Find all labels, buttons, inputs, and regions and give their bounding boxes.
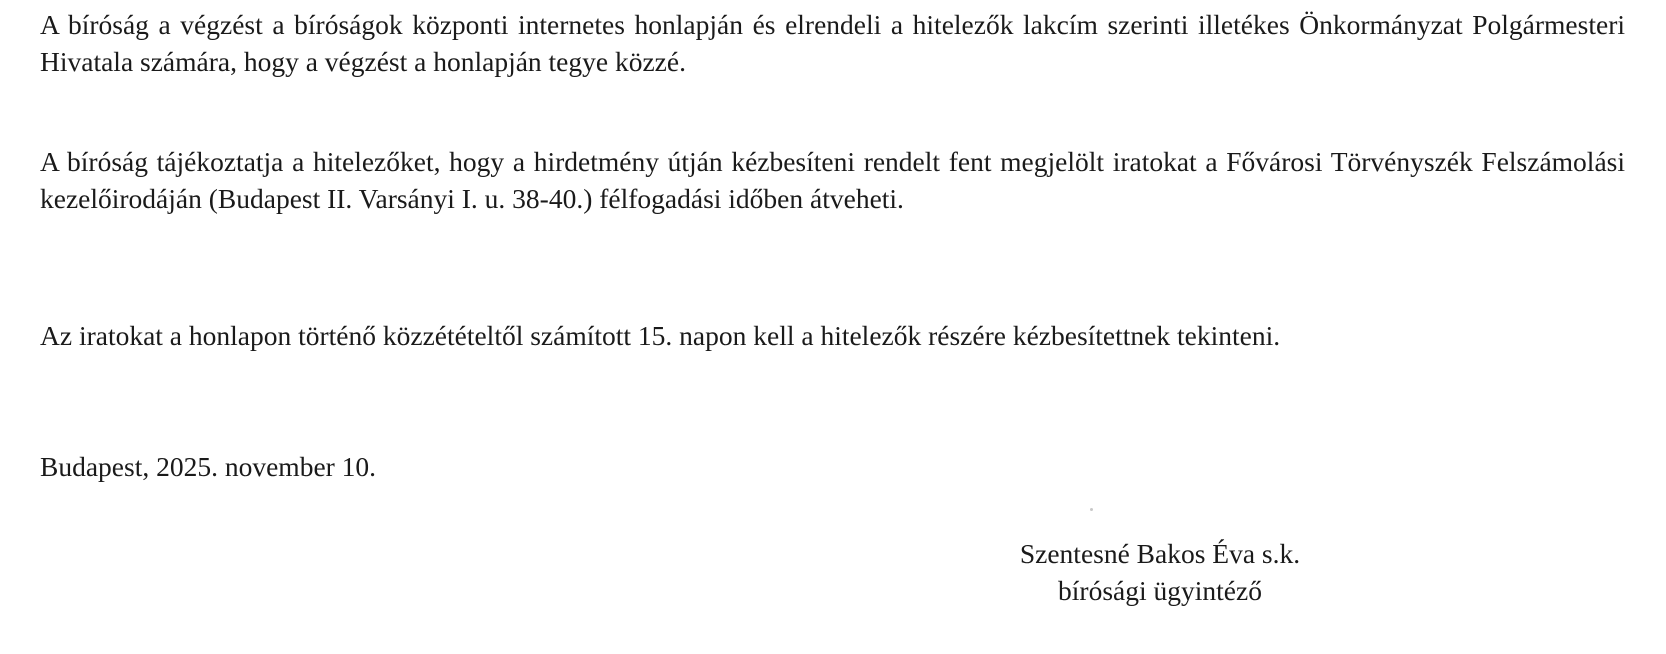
paragraph-publication-order: A bíróság a végzést a bíróságok központi internetes honlapján és elrendeli a hitelezők lakcím szerinti illetékes Önkormányzat Polgármesteri Hivatala számára, hogy a végzést a honlapján tegye közzé. — [40, 9, 1625, 77]
scan-speck — [1090, 508, 1093, 511]
paragraph-delivery-deadline: Az iratokat a honlapon történő közzétételtől számított 15. napon kell a hitelezők részére kézbesítettnek tekinteni. — [40, 320, 1281, 351]
paragraph-collection-notice: A bíróság tájékoztatja a hitelezőket, hogy a hirdetmény útján kézbesíteni rendelt fent megjelölt iratokat a Fővárosi Törvényszék Felszámolási kezelőirodáján (Budapest II. Varsányi I. u. 38-40.) félfogadási időben átveheti. — [40, 146, 1625, 214]
signer-title: bírósági ügyintéző — [1058, 575, 1262, 606]
signature-block — [950, 535, 1370, 609]
signer-name: Szentesné Bakos Éva s.k. — [1019, 538, 1301, 569]
date-line: Budapest, 2025. november 10. — [40, 451, 377, 482]
